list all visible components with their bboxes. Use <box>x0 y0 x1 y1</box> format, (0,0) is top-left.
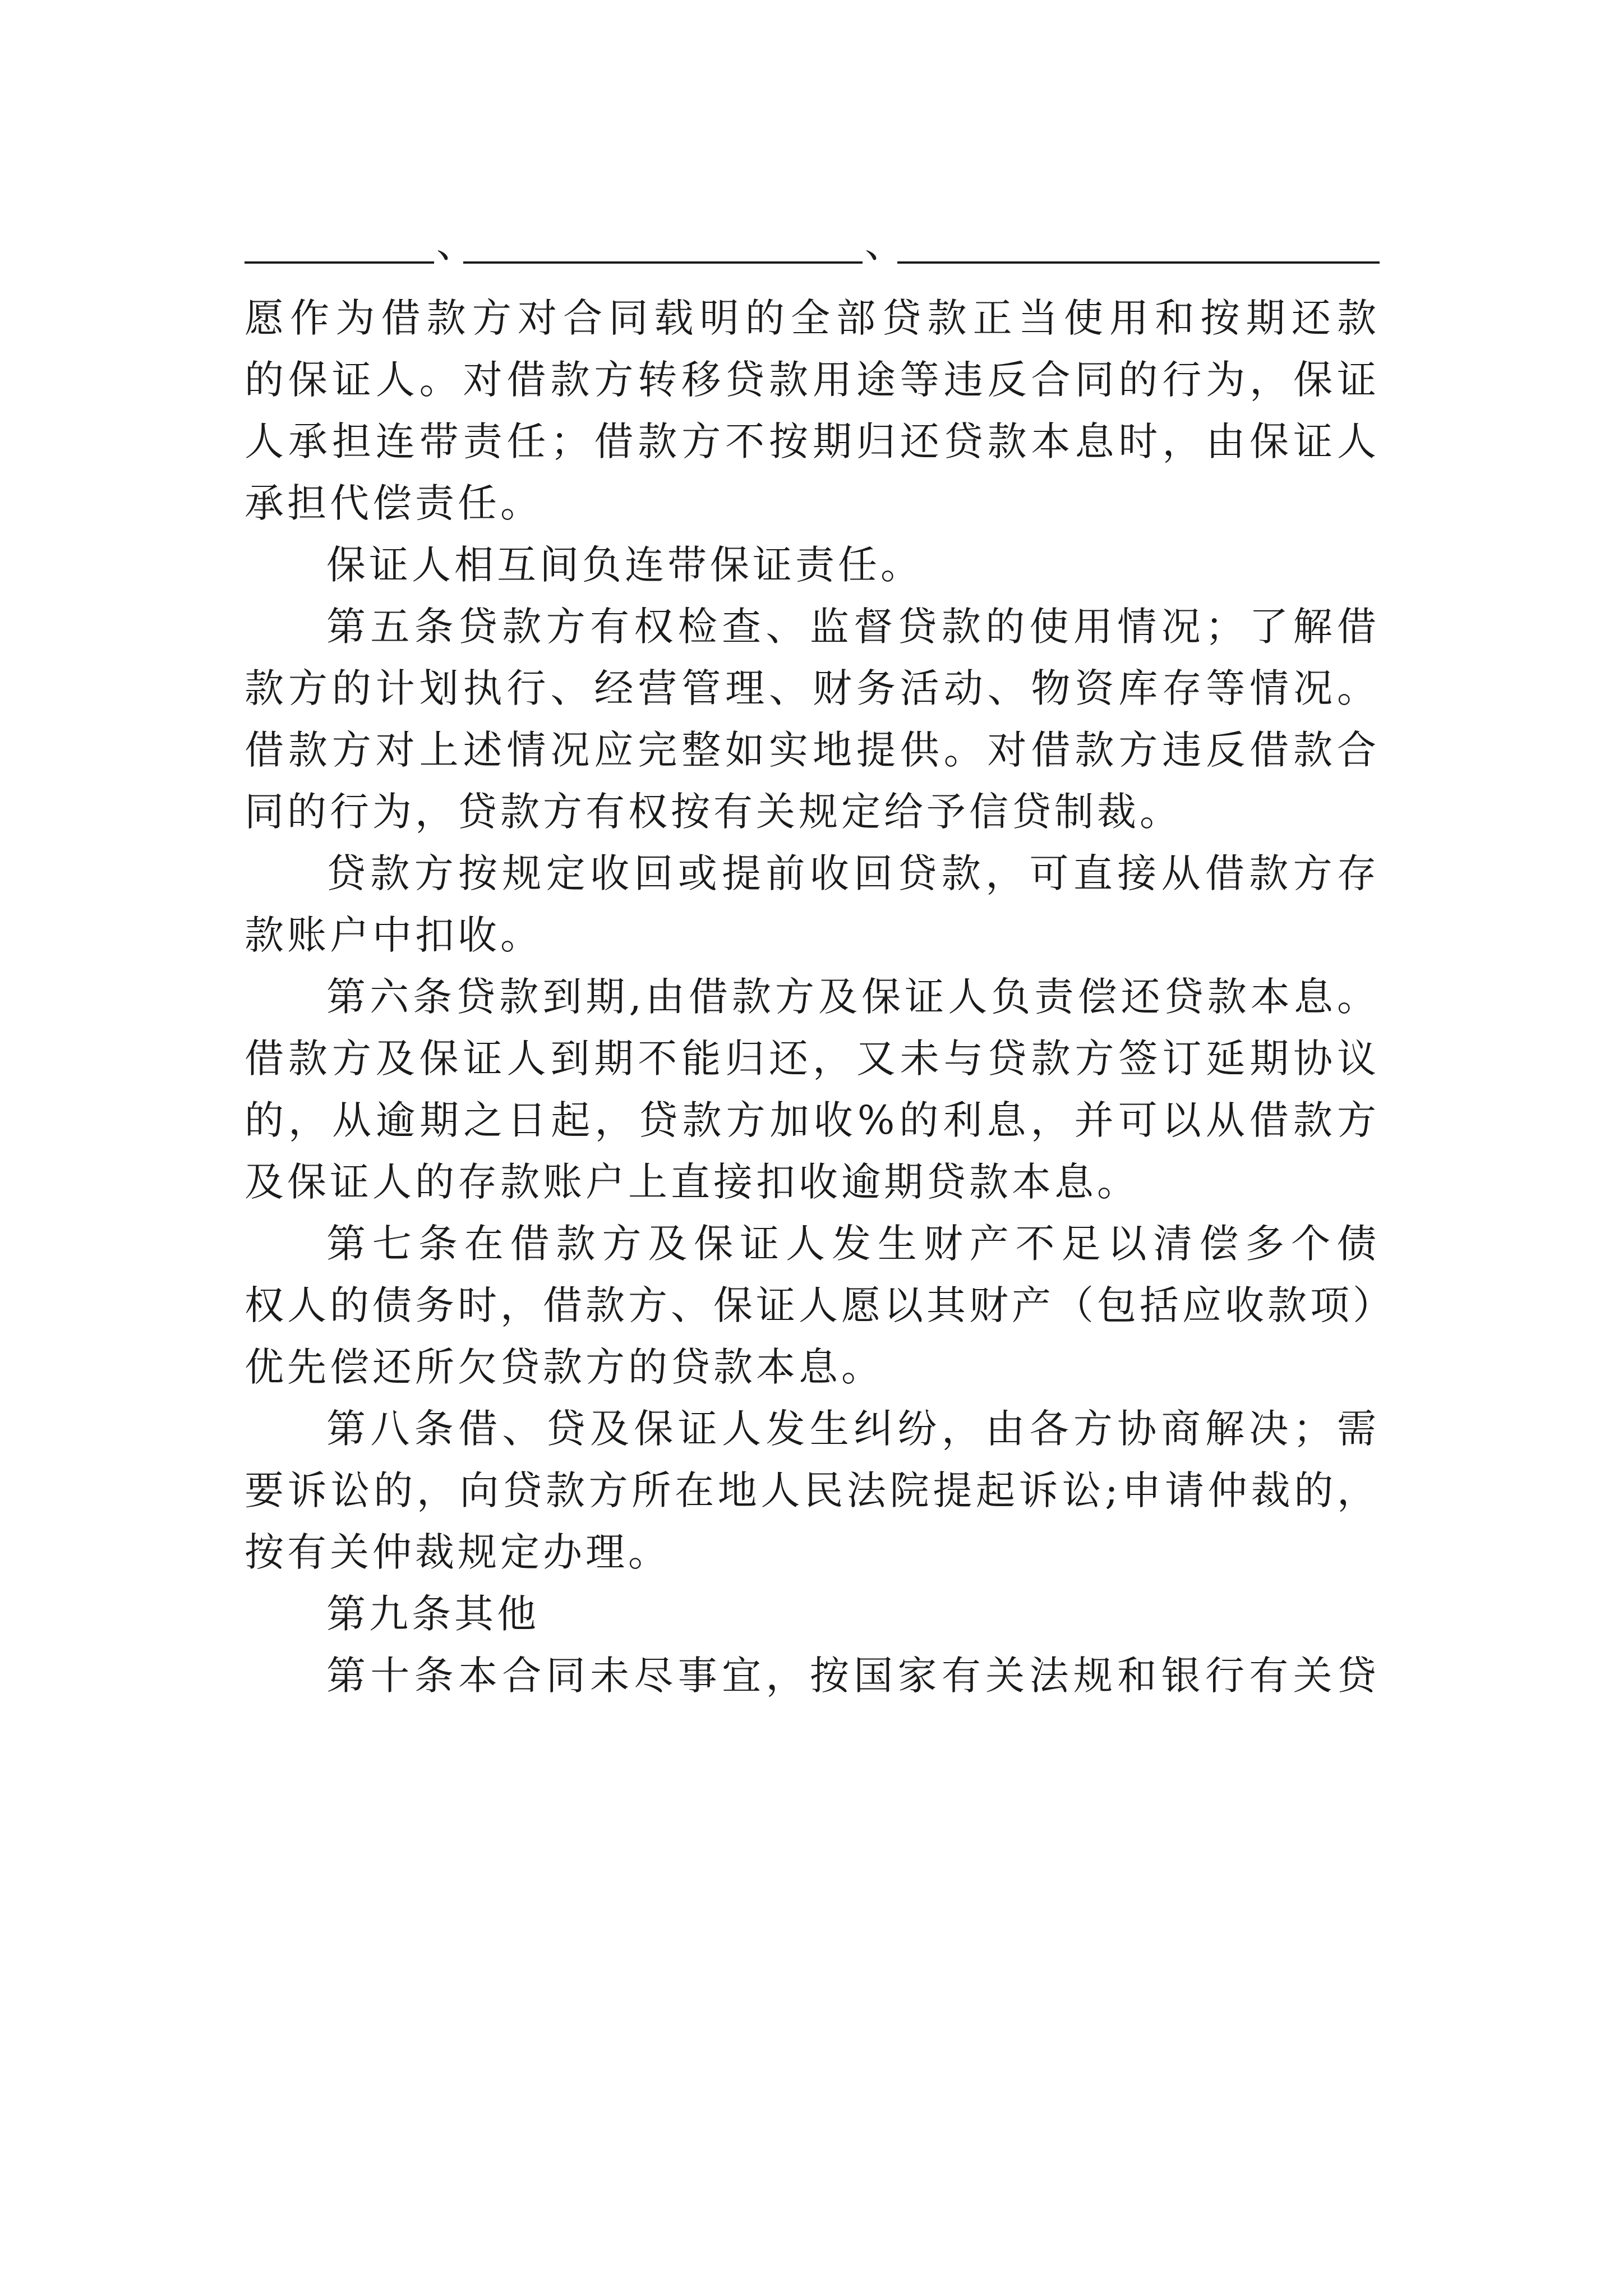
text-line: 权人的债务时，借款方、保证人愿以其财产（包括应收款项） <box>245 1282 1395 1328</box>
text-line: 愿作为借款方对合同载明的全部贷款正当使用和按期还款 <box>245 295 1380 341</box>
text-line: 同的行为，贷款方有权按有关规定给予信贷制裁。 <box>245 789 1182 835</box>
text-line: 第十条本合同未尽事宜，按国家有关法规和银行有关贷 <box>326 1653 1380 1699</box>
text-line: 的，从逾期之日起，贷款方加收%的利息，并可以从借款方 <box>245 1097 1380 1143</box>
text-line: 及保证人的存款账户上直接扣收逾期贷款本息。 <box>245 1159 1140 1205</box>
text-line: 第六条贷款到期,由借款方及保证人负责偿还贷款本息。 <box>326 974 1380 1020</box>
text-line: 借款方对上述情况应完整如实地提供。对借款方违反借款合 <box>245 727 1380 773</box>
text-line: 贷款方按规定收回或提前收回贷款，可直接从借款方存 <box>326 850 1380 896</box>
text-line: 第五条贷款方有权检查、监督贷款的使用情况；了解借 <box>326 604 1380 650</box>
guarantor-blank-1 <box>245 261 434 264</box>
text-line: 按有关仲裁规定办理。 <box>245 1529 671 1575</box>
guarantor-blank-3 <box>897 261 1380 264</box>
text-line: 要诉讼的，向贷款方所在地人民法院提起诉讼;申请仲裁的， <box>245 1467 1380 1513</box>
separator-1: 、 <box>436 220 476 266</box>
text-line: 借款方及保证人到期不能归还，又未与贷款方签订延期协议 <box>245 1036 1380 1082</box>
text-line: 的保证人。对借款方转移贷款用途等违反合同的行为，保证 <box>245 357 1380 403</box>
separator-2: 、 <box>865 220 904 266</box>
guarantor-blank-2 <box>463 261 863 264</box>
text-line: 人承担连带责任；借款方不按期归还贷款本息时，由保证人 <box>245 418 1380 464</box>
text-line: 优先偿还所欠贷款方的贷款本息。 <box>245 1344 884 1390</box>
text-line: 第八条借、贷及保证人发生纠纷，由各方协商解决；需 <box>326 1406 1380 1452</box>
text-line: 第七条在借款方及保证人发生财产不足以清偿多个债 <box>326 1221 1380 1267</box>
text-line: 第九条其他 <box>326 1591 540 1637</box>
text-line: 款账户中扣收。 <box>245 912 543 958</box>
contract-body-text <box>245 287 1395 1706</box>
text-line: 款方的计划执行、经营管理、财务活动、物资库存等情况。 <box>245 665 1380 711</box>
text-line: 保证人相互间负连带保证责任。 <box>326 542 923 588</box>
text-line: 承担代偿责任。 <box>245 480 543 526</box>
guarantor-name-blanks <box>245 222 1380 267</box>
